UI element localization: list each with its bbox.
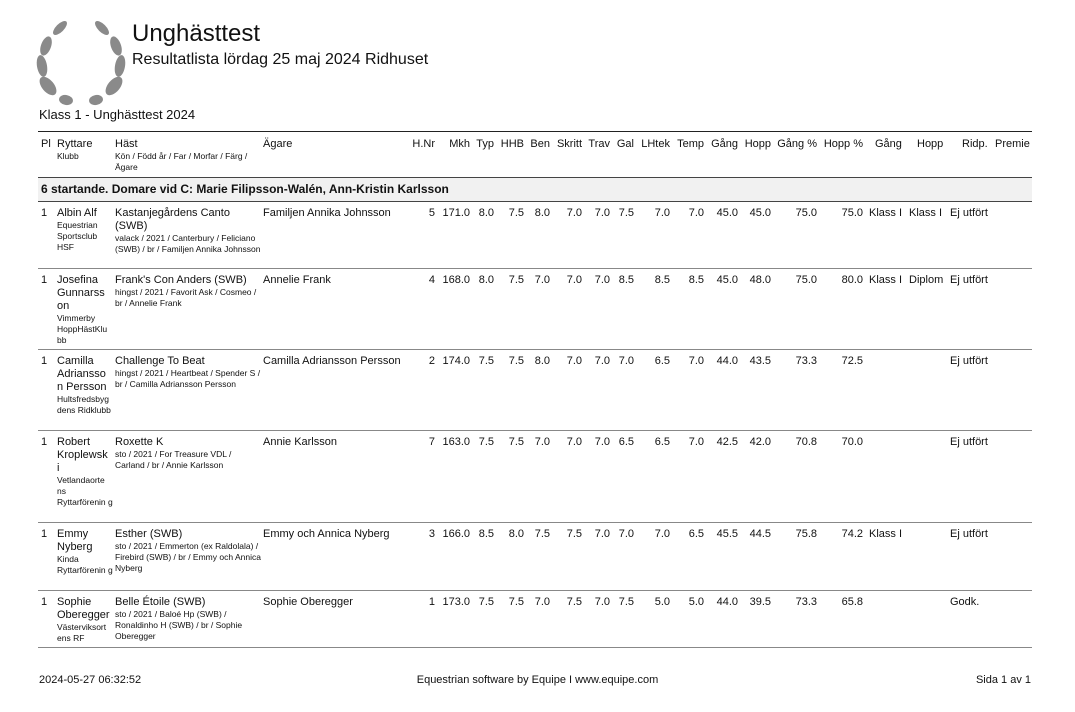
cell-horse: Esther (SWB) — [115, 528, 183, 540]
row-divider — [38, 590, 1032, 591]
cell-lhtek: 5.0 — [654, 596, 670, 608]
cell-hoppp: 72.5 — [841, 355, 863, 367]
cell-trav: 7.0 — [594, 207, 610, 219]
cell-hhb: 7.5 — [508, 355, 524, 367]
cell-gangp: 70.8 — [795, 436, 817, 448]
cell-pl: 1 — [41, 355, 48, 367]
cell-club: Västerviksort ens RF — [57, 622, 107, 643]
cell-typ: 7.5 — [478, 355, 494, 367]
cell-hopp: 44.5 — [749, 528, 771, 540]
cell-hoppp: 80.0 — [841, 274, 863, 286]
cell-rider: Albin Alf — [57, 207, 97, 219]
cell-lhtek: 8.5 — [654, 274, 670, 286]
cell-horse: Challenge To Beat — [115, 355, 205, 367]
cell-hhb: 7.5 — [508, 436, 524, 448]
page-title: Unghästtest — [132, 20, 261, 47]
cell-club: Hultsfredsbyg dens Ridklubb — [57, 394, 111, 415]
cell-gangp: 75.8 — [795, 528, 817, 540]
cell-hnr: 3 — [428, 528, 435, 540]
cell-hopp: 45.0 — [749, 207, 771, 219]
cell-ben: 8.0 — [534, 355, 550, 367]
cell-hnr: 2 — [428, 355, 435, 367]
cell-gang: 44.0 — [716, 596, 738, 608]
cell-horse: Frank's Con Anders (SWB) — [115, 274, 247, 286]
cell-temp: 7.0 — [688, 355, 704, 367]
cell-horse-info: sto / 2021 / Baloé Hp (SWB) / Ronaldinho H (SWB) / br / Sophie Oberegger — [115, 609, 243, 641]
cell-ridp: Ej utfört — [950, 355, 988, 367]
cell-gang: 42.5 — [716, 436, 738, 448]
cell-ridp: Godk. — [950, 596, 980, 608]
row-divider — [38, 430, 1032, 431]
col-skritt: Skritt — [556, 138, 582, 150]
col-ben: Ben — [530, 138, 550, 150]
cell-rider: Emmy Nyberg — [57, 528, 93, 553]
cell-skritt: 7.5 — [566, 528, 582, 540]
col-premie: Premie — [995, 138, 1030, 150]
cell-skritt: 7.0 — [566, 355, 582, 367]
cell-mkh: 163.0 — [442, 436, 470, 448]
page-subtitle: Resultatlista lördag 25 maj 2024 Ridhuset — [132, 51, 429, 68]
cell-owner: Emmy och Annica Nyberg — [263, 528, 390, 540]
cell-gal: 7.5 — [618, 596, 634, 608]
cell-temp: 6.5 — [688, 528, 704, 540]
cell-trav: 7.0 — [594, 355, 610, 367]
col-temp: Temp — [677, 138, 704, 150]
col-hopp-pct: Hopp % — [823, 138, 863, 150]
cell-gangp: 73.3 — [795, 596, 817, 608]
col-hopp-grade: Hopp — [917, 138, 944, 150]
cell-hnr: 5 — [428, 207, 435, 219]
col-mkh: Mkh — [449, 138, 470, 150]
cell-hoppp: 74.2 — [841, 528, 863, 540]
cell-gal: 7.5 — [618, 207, 634, 219]
col-hopp: Hopp — [744, 138, 771, 150]
cell-hopp: 39.5 — [749, 596, 771, 608]
cell-temp: 5.0 — [688, 596, 704, 608]
cell-mkh: 174.0 — [442, 355, 470, 367]
cell-skritt: 7.0 — [566, 436, 582, 448]
cell-rider: Camilla Adriansso n Persson — [57, 355, 107, 393]
cell-owner: Annelie Frank — [263, 274, 331, 286]
cell-pl: 1 — [41, 207, 48, 219]
cell-gangp: 73.3 — [795, 355, 817, 367]
cell-typ: 8.5 — [478, 528, 494, 540]
class-title: Klass 1 - Unghästtest 2024 — [39, 107, 196, 122]
cell-owner: Familjen Annika Johnsson — [263, 207, 391, 219]
col-gal: Gal — [616, 138, 634, 150]
cell-pl: 1 — [41, 436, 48, 448]
cell-hhb: 7.5 — [508, 207, 524, 219]
col-agare: Ägare — [263, 138, 293, 150]
cell-hhb: 7.5 — [508, 274, 524, 286]
cell-gal: 7.0 — [618, 355, 634, 367]
col-ridp: Ridp. — [962, 138, 988, 150]
footer-software: Equestrian software by Equipe I www.equipe.com — [416, 674, 659, 686]
cell-horse: Belle Étoile (SWB) — [115, 596, 206, 608]
cell-mkh: 171.0 — [442, 207, 470, 219]
cell-hnr: 4 — [428, 274, 435, 286]
cell-hopp2: Diplom — [909, 274, 944, 286]
row-divider — [38, 349, 1032, 350]
cell-hoppp: 75.0 — [841, 207, 863, 219]
col-gang-pct: Gång % — [777, 138, 817, 150]
cell-skritt: 7.0 — [566, 207, 582, 219]
footer-timestamp: 2024-05-27 06:32:52 — [39, 674, 142, 686]
col-trav: Trav — [588, 138, 610, 150]
cell-skritt: 7.5 — [566, 596, 582, 608]
row-divider — [38, 522, 1032, 523]
cell-gal: 8.5 — [618, 274, 634, 286]
group-header — [38, 177, 1032, 202]
cell-owner: Camilla Adriansson Persson — [263, 355, 401, 367]
cell-horse-info: valack / 2021 / Canterbury / Feliciano (SWB) / br / Familjen Annika Johnsson — [115, 233, 261, 254]
cell-trav: 7.0 — [594, 274, 610, 286]
cell-trav: 7.0 — [594, 436, 610, 448]
cell-gal: 6.5 — [618, 436, 634, 448]
cell-mkh: 173.0 — [442, 596, 470, 608]
cell-gang2: Klass I — [869, 207, 903, 219]
cell-gang: 45.0 — [716, 207, 738, 219]
cell-hoppp: 70.0 — [841, 436, 863, 448]
header-top-rule — [38, 131, 1032, 132]
row-divider — [38, 268, 1032, 269]
cell-horse-info: sto / 2021 / Emmerton (ex Raldolala) / Firebird (SWB) / br / Emmy och Annica Nyberg — [115, 541, 261, 573]
cell-trav: 7.0 — [594, 596, 610, 608]
cell-ben: 7.5 — [534, 528, 550, 540]
cell-trav: 7.0 — [594, 528, 610, 540]
cell-typ: 7.5 — [478, 596, 494, 608]
col-lhtek: LHtek — [641, 138, 670, 150]
cell-rider: Robert Kroplewsk i — [57, 436, 108, 474]
cell-gangp: 75.0 — [795, 207, 817, 219]
cell-lhtek: 7.0 — [654, 528, 670, 540]
cell-club: Vetlandaorte ns Ryttarförenin g — [57, 475, 113, 507]
cell-typ: 8.0 — [478, 274, 494, 286]
cell-club: Vimmerby HoppHästKlu bb — [57, 313, 108, 345]
cell-mkh: 168.0 — [442, 274, 470, 286]
laurel-wreath-logo — [36, 16, 126, 108]
cell-pl: 1 — [41, 528, 48, 540]
cell-club: Equestrian Sportsclub HSF — [57, 220, 98, 252]
cell-hopp: 42.0 — [749, 436, 771, 448]
cell-ridp: Ej utfört — [950, 436, 988, 448]
cell-typ: 8.0 — [478, 207, 494, 219]
col-ryttare: Ryttare — [57, 138, 93, 150]
cell-horse-info: hingst / 2021 / Heartbeat / Spender S / br / Camilla Adriansson Persson — [115, 368, 261, 389]
cell-hhb: 7.5 — [508, 596, 524, 608]
cell-typ: 7.5 — [478, 436, 494, 448]
cell-mkh: 166.0 — [442, 528, 470, 540]
cell-ridp: Ej utfört — [950, 528, 988, 540]
col-gang: Gång — [711, 138, 738, 150]
cell-horse: Kastanjegårdens Canto (SWB) — [115, 207, 230, 232]
cell-temp: 7.0 — [688, 436, 704, 448]
group-label: 6 startande. Domare vid C: Marie Filipsson-Walén, Ann-Kristin Karlsson — [41, 182, 449, 196]
col-typ: Typ — [476, 138, 494, 150]
cell-lhtek: 7.0 — [654, 207, 670, 219]
cell-gang: 44.0 — [716, 355, 738, 367]
cell-hnr: 7 — [428, 436, 435, 448]
col-hast-sub: Kön / Född år / Far / Morfar / Färg / Ägare — [115, 151, 248, 172]
cell-pl: 1 — [41, 274, 48, 286]
col-hast: Häst — [115, 138, 138, 150]
col-gang-grade: Gång — [875, 138, 902, 150]
cell-rider: Sophie Oberegger — [57, 596, 110, 621]
cell-temp: 7.0 — [688, 207, 704, 219]
cell-ben: 7.0 — [534, 274, 550, 286]
cell-rider: Josefina Gunnarss on — [57, 274, 105, 312]
cell-horse-info: sto / 2021 / For Treasure VDL / Carland / br / Annie Karlsson — [115, 449, 232, 470]
cell-temp: 8.5 — [688, 274, 704, 286]
row-divider — [38, 647, 1032, 648]
cell-club: Kinda Ryttarförenin g — [57, 554, 113, 575]
cell-ben: 7.0 — [534, 436, 550, 448]
cell-hhb: 8.0 — [508, 528, 524, 540]
col-pl: Pl — [41, 138, 51, 150]
footer-page: Sida 1 av 1 — [975, 674, 1031, 686]
cell-gangp: 75.0 — [795, 274, 817, 286]
cell-lhtek: 6.5 — [654, 436, 670, 448]
cell-gang2: Klass I — [869, 274, 903, 286]
col-klubb: Klubb — [57, 151, 79, 161]
cell-ridp: Ej utfört — [950, 207, 988, 219]
cell-gal: 7.0 — [618, 528, 634, 540]
cell-ben: 8.0 — [534, 207, 550, 219]
cell-owner: Annie Karlsson — [263, 436, 337, 448]
cell-hopp2: Klass I — [909, 207, 943, 219]
col-hnr: H.Nr — [412, 138, 435, 150]
cell-hoppp: 65.8 — [841, 596, 863, 608]
cell-pl: 1 — [41, 596, 48, 608]
cell-horse-info: hingst / 2021 / Favorit Ask / Cosmeo / br / Annelie Frank — [115, 287, 257, 308]
cell-gang: 45.5 — [716, 528, 738, 540]
cell-hopp: 43.5 — [749, 355, 771, 367]
cell-ridp: Ej utfört — [950, 274, 988, 286]
col-hhb: HHB — [500, 138, 524, 150]
cell-hnr: 1 — [428, 596, 435, 608]
cell-skritt: 7.0 — [566, 274, 582, 286]
cell-hopp: 48.0 — [749, 274, 771, 286]
cell-ben: 7.0 — [534, 596, 550, 608]
cell-owner: Sophie Oberegger — [263, 596, 353, 608]
cell-horse: Roxette K — [115, 436, 164, 448]
cell-lhtek: 6.5 — [654, 355, 670, 367]
cell-gang: 45.0 — [716, 274, 738, 286]
cell-gang2: Klass I — [869, 528, 903, 540]
